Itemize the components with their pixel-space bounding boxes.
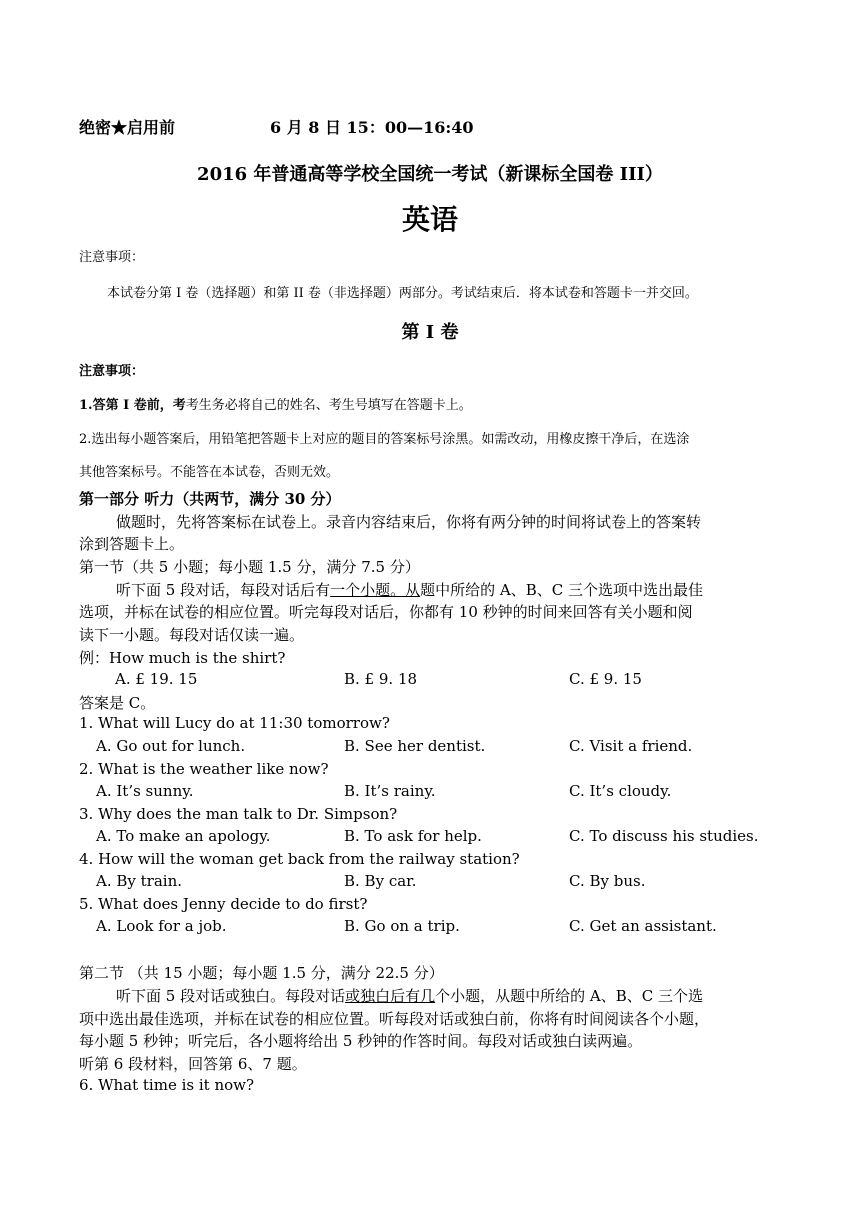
section2-instruction-line2: 项中选出最佳选项，并标在试卷的相应位置。听每段对话或独白前，你将有时间阅读各个小题， xyxy=(79,1010,710,1028)
question-2-options xyxy=(0,782,860,804)
example-option-c: C. £ 9. 15 xyxy=(569,670,642,688)
section2-instr-b: 个小题，从题中所给的 A、B、C 三个选 xyxy=(435,987,703,1005)
subject-title: 英语 xyxy=(401,203,458,236)
question-3: 3. Why does the man talk to Dr. Simpson? xyxy=(79,805,398,823)
question-1: 1. What will Lucy do at 11:30 tomorrow? xyxy=(79,714,390,732)
option-c: C. It’s cloudy. xyxy=(569,782,672,800)
volume-title: 第 I 卷 xyxy=(401,322,459,343)
question-5-options xyxy=(0,917,860,939)
option-a: A. By train. xyxy=(96,872,183,890)
section2-instr-underlined: 或独白后有几 xyxy=(345,987,436,1005)
option-a: A. It’s sunny. xyxy=(96,782,194,800)
section1-instr-a: 听下面 5 段对话，每段对话后有 xyxy=(116,581,331,599)
option-b: B. To ask for help. xyxy=(344,827,482,845)
option-a: A. Look for a job. xyxy=(96,917,227,935)
option-a: A. Go out for lunch. xyxy=(96,737,246,755)
question-2: 2. What is the weather like now? xyxy=(79,760,329,778)
question-1-options xyxy=(0,737,860,759)
option-c: C. By bus. xyxy=(569,872,646,890)
exam-title: 2016 年普通高等学校全国统一考试（新课标全国卷 III） xyxy=(197,164,663,185)
notice2-item1-rest: 考生务必将自己的姓名、考生号填写在答题卡上。 xyxy=(185,398,472,413)
section1-instruction-line2: 选项，并标在试卷的相应位置。听完每段对话后，你都有 10 秒钟的时间来回答有关小题和阅 xyxy=(79,603,693,621)
material-instruction: 听第 6 段材料，回答第 6、7 题。 xyxy=(79,1055,307,1073)
option-c: C. Visit a friend. xyxy=(569,737,693,755)
section2-instruction-line3: 每小题 5 秒钟；听完后，各小题将给出 5 秒钟的作答时间。每段对话或独白读两遍。 xyxy=(79,1032,643,1050)
option-c: C. To discuss his studies. xyxy=(569,827,759,845)
option-b: B. By car. xyxy=(344,872,417,890)
part1-instruction-line1: 做题时，先将答案标在试卷上。录音内容结束后，你将有两分钟的时间将试卷上的答案转 xyxy=(116,513,702,531)
question-5: 5. What does Jenny decide to do first? xyxy=(79,895,368,913)
section1-heading: 第一节（共 5 小题；每小题 1.5 分，满分 7.5 分） xyxy=(79,558,420,576)
part1-heading: 第一部分 听力（共两节，满分 30 分） xyxy=(79,490,341,508)
notice2-heading: 注意事项： xyxy=(79,364,145,379)
example-answer: 答案是 C。 xyxy=(79,694,156,712)
example-option-b: B. £ 9. 18 xyxy=(344,670,418,688)
section2-instr-a: 听下面 5 段对话或独白。每段对话 xyxy=(116,987,346,1005)
question-4: 4. How will the woman get back from the railway station? xyxy=(79,850,520,868)
notice-heading: 注意事项： xyxy=(79,250,145,265)
notice-text: 本试卷分第 I 卷（选择题）和第 II 卷（非选择题）两部分。考试结束后．将本试卷和答题卡一并交回。 xyxy=(107,286,698,301)
question-6: 6. What time is it now? xyxy=(79,1076,255,1094)
part1-instruction-line2: 涂到答题卡上。 xyxy=(79,535,185,553)
option-b: B. See her dentist. xyxy=(344,737,486,755)
option-a: A. To make an apology. xyxy=(96,827,271,845)
notice2-item1 xyxy=(79,394,472,413)
example-question: 例：How much is the shirt? xyxy=(79,649,286,667)
question-3-options xyxy=(0,827,860,849)
section2-heading: 第二节 （共 15 小题；每小题 1.5 分，满分 22.5 分） xyxy=(79,964,444,982)
option-c: C. Get an assistant. xyxy=(569,917,717,935)
section1-instr-underlined: 一个小题。从 xyxy=(330,581,421,599)
example-option-a: A. £ 19. 15 xyxy=(115,670,198,688)
section1-instruction-line1 xyxy=(116,579,703,600)
section2-instruction-line1 xyxy=(116,985,703,1006)
notice2-item2-line2: 其他答案标号。不能答在本试卷，否则无效。 xyxy=(79,465,340,480)
option-b: B. Go on a trip. xyxy=(344,917,460,935)
section1-instruction-line3: 读下一小题。每段对话仅读一遍。 xyxy=(79,626,305,644)
section1-instr-b: 题中所给的 A、B、C 三个选项中选出最佳 xyxy=(420,581,703,599)
notice2-item1-bold: 1.答第 I 卷前，考 xyxy=(79,398,186,413)
confidential-label: 绝密★启用前 xyxy=(79,118,176,137)
notice2-item2-line1: 2.选出每小题答案后，用铅笔把答题卡上对应的题目的答案标号涂黑。如需改动，用橡皮擦干净后，在选涂 xyxy=(79,432,690,447)
exam-time: 6 月 8 日 15：00—16:40 xyxy=(270,118,474,137)
option-b: B. It’s rainy. xyxy=(344,782,436,800)
question-4-options xyxy=(0,872,860,894)
example-options xyxy=(0,670,860,692)
